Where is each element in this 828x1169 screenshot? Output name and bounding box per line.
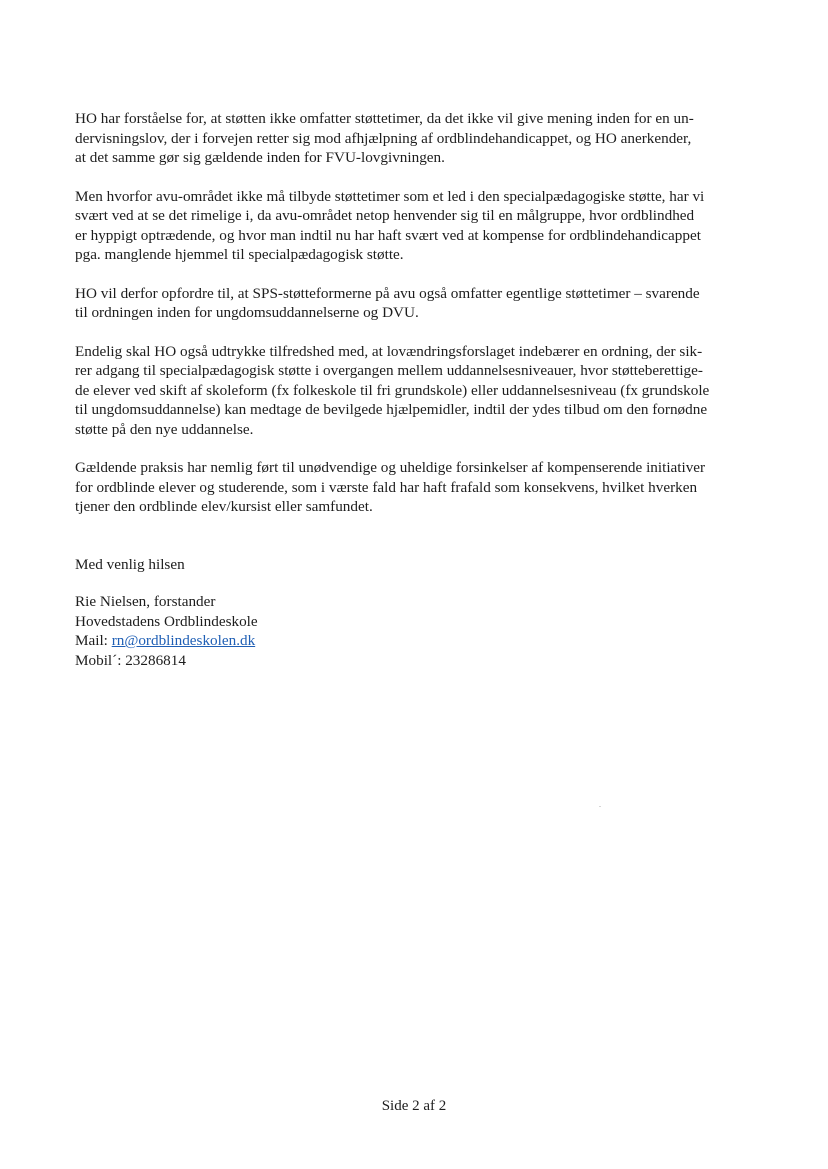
- signature-name: Rie Nielsen, forstander: [75, 593, 216, 610]
- body-paragraph: [75, 109, 755, 168]
- paragraph-line: til ordningen inden for ungdomsuddannelserne og DVU.: [75, 304, 419, 321]
- mail-label: Mail:: [75, 632, 112, 649]
- paragraph-line: Gældende praksis har nemlig ført til unødvendige og uheldige forsinkelser af kompenserende initiativer: [75, 459, 706, 476]
- body-paragraph: [75, 458, 755, 517]
- paragraph-line: er hyppigt optrædende, og hvor man indtil nu har haft svært ved at kompense for ordblindehandicappet: [75, 226, 701, 244]
- paragraph-line: de elever ved skift af skoleform (fx folkeskole til fri grundskole) eller uddannelsesniveau (fx grundskole: [75, 381, 710, 399]
- letter-body: [75, 109, 755, 670]
- signature-mail-line: [75, 631, 755, 651]
- signature-block: [75, 592, 755, 670]
- paragraph-line: HO vil derfor opfordre til, at SPS-støtteformerne på avu også omfatter egentlige støttetimer – svarende: [75, 284, 700, 302]
- paragraph-line: for ordblinde elever og studerende, som i værste fald har haft frafald som konsekvens, hvilket hverken: [75, 478, 698, 496]
- signature-organization: Hovedstadens Ordblindeskole: [75, 612, 258, 630]
- scan-speck: [599, 806, 601, 807]
- body-paragraph: [75, 284, 755, 323]
- paragraph-line: pga. manglende hjemmel til specialpædagogisk støtte.: [75, 246, 404, 263]
- paragraph-line: HO har forståelse for, at støtten ikke omfatter støttetimer, da det ikke vil give mening inden for en un-: [75, 110, 694, 127]
- mail-link[interactable]: rn@ordblindeskolen.dk: [111, 632, 256, 649]
- paragraph-line: Endelig skal HO også udtrykke tilfredshed med, at lovændringsforslaget indebærer en ordning, der sik-: [75, 342, 703, 360]
- paragraph-line: støtte på den nye uddannelse.: [75, 420, 254, 438]
- signature-mobile: Mobil´: 23286814: [75, 651, 186, 669]
- paragraph-line: rer adgang til specialpædagogisk støtte i overgangen mellem uddannelsesniveauer, hvor støtteberettige-: [75, 362, 703, 379]
- body-paragraph: [75, 187, 755, 265]
- body-paragraph: [75, 342, 755, 440]
- paragraph-line: svært ved at se det rimelige i, da avu-området netop henvender sig til en målgruppe, hvor ordblindhed: [75, 207, 695, 224]
- paragraph-line: Men hvorfor avu-området ikke må tilbyde støttetimer som et led i den specialpædagogiske støtte, har vi: [75, 187, 705, 205]
- paragraph-container: [75, 109, 755, 517]
- page-number-footer: Side 2 af 2: [381, 1098, 447, 1114]
- paragraph-line: til ungdomsuddannelse) kan medtage de bevilgede hjælpemidler, indtil der ydes tilbud om den fornødne: [75, 401, 708, 418]
- paragraph-line: at det samme gør sig gældende inden for FVU-lovgivningen.: [75, 149, 445, 166]
- paragraph-line: dervisningslov, der i forvejen retter sig mod afhjælpning af ordblindehandicappet, og HO anerkender,: [75, 129, 692, 147]
- paragraph-line: tjener den ordblinde elev/kursist eller samfundet.: [75, 498, 373, 515]
- closing-salutation: Med venlig hilsen: [75, 555, 185, 573]
